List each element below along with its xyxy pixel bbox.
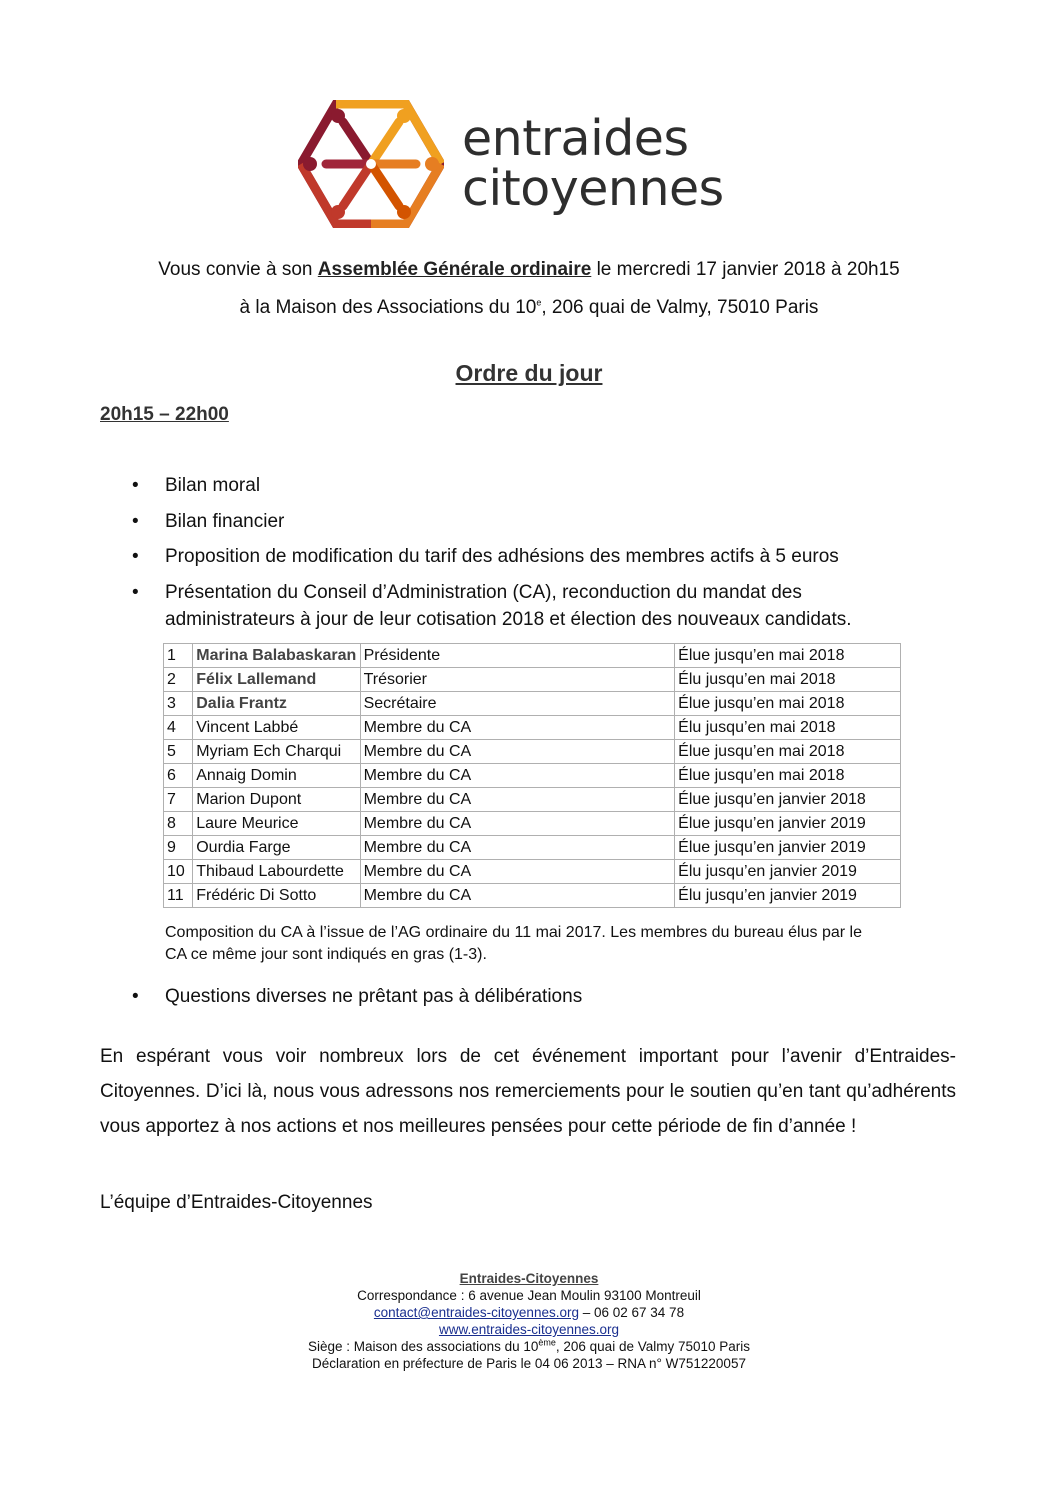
table-caption [165,922,965,966]
brand-name-line1: entraides [462,110,689,167]
table-row [164,884,901,908]
bullet-icon: • [132,511,139,532]
agenda-item: Bilan moral [165,475,261,496]
member-role: Membre du CA [360,884,675,908]
invitation-line1 [0,259,1058,281]
member-role: Secrétaire [360,692,675,716]
member-mandate: Élue jusqu’en janvier 2019 [675,812,901,836]
table-row [164,692,901,716]
member-number: 2 [164,668,193,692]
member-mandate: Élue jusqu’en mai 2018 [675,692,901,716]
member-number: 10 [164,860,193,884]
footer-website [0,1321,1058,1338]
caption-line1: Composition du CA à l’issue de l’AG ordinaire du 11 mai 2017. Les membres du bureau élus par le [165,924,862,941]
table-row [164,716,901,740]
member-name: Myriam Ech Charqui [193,740,360,764]
member-mandate: Élue jusqu’en mai 2018 [675,644,901,668]
agenda-title: Ordre du jour [455,360,603,386]
member-number: 6 [164,764,193,788]
member-number: 3 [164,692,193,716]
agenda-item [165,579,852,633]
footer-declaration: Déclaration en préfecture de Paris le 04 06 2013 – RNA n° W751220057 [312,1356,746,1371]
member-role: Membre du CA [360,812,675,836]
member-name: Félix Lallemand [193,668,360,692]
table-row [164,644,901,668]
footer-siege [0,1338,1058,1355]
closing-paragraph: En espérant vous voir nombreux lors de cet événement important pour l’avenir d’Entraides-Citoyennes. D’ici là, nous vous adressons nos remerciements pour le soutien qu’en tant qu’adhérents vous apportez à nos actions et nos meilleures pensées pour cette période de fin d’année ! [100,1046,956,1137]
siege-sup: ème [538,1337,556,1348]
bullet-icon: • [132,582,139,603]
agenda-item: Questions diverses ne prêtant pas à délibérations [165,986,583,1007]
member-mandate: Élu jusqu’en janvier 2019 [675,860,901,884]
website-link[interactable]: www.entraides-citoyennes.org [438,1322,620,1337]
invitation-prefix: Vous convie à son [158,259,318,280]
member-mandate: Élue jusqu’en janvier 2018 [675,788,901,812]
member-role: Présidente [360,644,675,668]
member-number: 11 [164,884,193,908]
siege-address: , 206 quai de Valmy 75010 Paris [555,1339,751,1354]
agenda-item-line1: Présentation du Conseil d’Administration (CA), reconduction du mandat des [165,582,802,603]
agenda-item-line2: administrateurs à jour de leur cotisation 2018 et élection des nouveaux candidats. [165,609,852,630]
siege-prefix: Siège : Maison des associations du 10 [307,1339,539,1354]
table-row [164,836,901,860]
invitation-date: le mercredi 17 janvier 2018 à 20h15 [591,259,900,280]
member-name: Marina Balabaskaran [193,644,360,668]
caption-line2: CA ce même jour sont indiqués en gras (1-3). [165,946,487,963]
table-row [164,740,901,764]
bullet-icon: • [132,546,139,567]
logo-emblem [298,100,444,228]
brand-name-line2: citoyennes [462,160,724,217]
member-number: 7 [164,788,193,812]
table-row [164,788,901,812]
bullet-icon: • [132,986,139,1007]
signature: L’équipe d’Entraides-Citoyennes [100,1192,373,1213]
venue-sup: e [536,297,542,308]
member-role: Membre du CA [360,764,675,788]
member-number: 1 [164,644,193,668]
table-row [164,668,901,692]
member-role: Membre du CA [360,740,675,764]
footer-contact [0,1304,1058,1321]
ca-members-table [163,643,901,908]
member-mandate: Élu jusqu’en janvier 2019 [675,884,901,908]
member-mandate: Élue jusqu’en mai 2018 [675,764,901,788]
member-name: Laure Meurice [193,812,360,836]
member-name: Vincent Labbé [193,716,360,740]
meeting-type: Assemblée Générale ordinaire [317,259,592,280]
member-name: Frédéric Di Sotto [193,884,360,908]
member-role: Membre du CA [360,716,675,740]
bullet-icon: • [132,475,139,496]
table-row [164,860,901,884]
member-name: Marion Dupont [193,788,360,812]
member-number: 9 [164,836,193,860]
member-number: 4 [164,716,193,740]
member-name: Ourdia Farge [193,836,360,860]
member-role: Membre du CA [360,788,675,812]
agenda-item: Proposition de modification du tarif des adhésions des membres actifs à 5 euros [165,546,839,567]
table-row [164,764,901,788]
member-mandate: Élue jusqu’en mai 2018 [675,740,901,764]
member-number: 8 [164,812,193,836]
member-role: Trésorier [360,668,675,692]
member-role: Membre du CA [360,836,675,860]
time-range: 20h15 – 22h00 [100,404,229,425]
member-mandate: Élu jusqu’en mai 2018 [675,668,901,692]
agenda-item: Bilan financier [165,511,285,532]
member-name: Annaig Domin [193,764,360,788]
member-mandate: Élu jusqu’en mai 2018 [675,716,901,740]
footer-org-name: Entraides-Citoyennes [459,1271,599,1286]
footer-phone: – 06 02 67 34 78 [578,1305,685,1320]
member-role: Membre du CA [360,860,675,884]
footer-address: Correspondance : 6 avenue Jean Moulin 93100 Montreuil [357,1288,701,1303]
invitation-line2 [0,297,1058,319]
table-row [164,812,901,836]
venue-prefix: à la Maison des Associations du 10 [239,297,537,318]
ca-table-body [164,644,901,908]
member-mandate: Élue jusqu’en janvier 2019 [675,836,901,860]
email-link[interactable]: contact@entraides-citoyennes.org [373,1305,579,1320]
member-name: Dalia Frantz [193,692,360,716]
member-name: Thibaud Labourdette [193,860,360,884]
member-number: 5 [164,740,193,764]
venue-address: , 206 quai de Valmy, 75010 Paris [541,297,819,318]
